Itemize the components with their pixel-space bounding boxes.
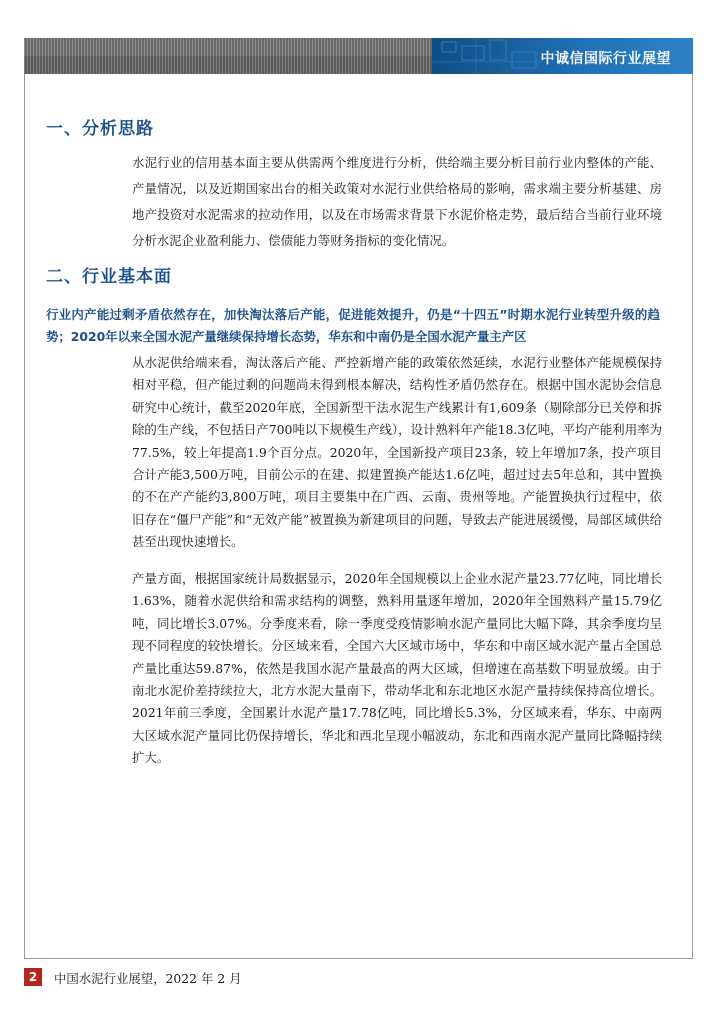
header-banner <box>432 38 693 74</box>
output-paragraph: 产量方面，根据国家统计局数据显示，2020年全国规模以上企业水泥产量23.77亿吨，同比增长1.63%，随着水泥供给和需求结构的调整，熟料用量逐年增加，2020年全国熟料产量15.79亿吨，同比增长3.07%。分季度来看，除一季度受疫情影响水泥产量同比大幅下降，其余季度均呈现不同程度的较快增长。分区域来看，全国六大区域市场中，华东和中南区域水泥产量占全国总产量比重达59.87%，依然是我国水泥产量最高的两大区域，但增速在高基数下明显放缓。由于南北水泥价差持续拉大，北方水泥大量南下，带动华北和东北地区水泥产量持续保持高位增长。2021年前三季度，全国累计水泥产量17.78亿吨，同比增长5.3%，分区域来看，华东、中南两大区域水泥产量同比仍保持增长，华北和西北呈现小幅波动，东北和西南水泥产量同比降幅持续扩大。 <box>132 571 662 766</box>
page-frame-right <box>692 74 693 958</box>
header-texture <box>24 38 432 56</box>
section-heading-analysis: 一、分析思路 <box>46 119 154 139</box>
page-frame-bottom <box>24 958 693 959</box>
page-footer <box>24 968 524 986</box>
page-frame-left <box>24 74 25 958</box>
supply-paragraph: 从水泥供给端来看，淘汰落后产能、严控新增产能的政策依然延续，水泥行业整体产能规模保持相对平稳，但产能过剩的问题尚未得到根本解决，结构性矛盾仍然存在。根据中国水泥协会信息研究中心统计，截至2020年底，全国新型干法水泥生产线累计有1,609条（剔除部分已关停和拆除的生产线，不包括日产700吨以下规模生产线），设计熟料年产能18.3亿吨，平均产能利用率为77.5%，较上年提高1.9个百分点。2020年，全国新投产项目23条，较上年增加7条，投产项目合计产能3,500万吨，目前公示的在建、拟建置换产能达1.6亿吨，超过过去5年总和，其中置换的不在产产能约3,800万吨，项目主要集中在广西、云南、贵州等地。产能置换执行过程中，依旧存在“僵尸产能”和“无效产能”被置换为新建项目的问题，导致去产能进展缓慢，局部区域供给甚至出现快速增长。 <box>132 355 662 550</box>
page-number: 2 <box>24 968 42 986</box>
banner-title: 中诚信国际行业展望 <box>540 51 671 67</box>
footer-text: 中国水泥行业展望，2022 年 2 月 <box>54 971 242 986</box>
header-bar <box>24 38 693 74</box>
section-heading-fundamentals: 二、行业基本面 <box>46 267 172 287</box>
analysis-paragraph: 水泥行业的信用基本面主要从供需两个维度进行分析，供给端主要分析目前行业内整体的产能、产量情况，以及近期国家出台的相关政策对水泥行业供给格局的影响，需求端主要分析基建、房地产投资对水泥需求的拉动作用，以及在市场需求背景下水泥价格走势，最后结合当前行业环境分析水泥企业盈利能力、偿债能力等财务指标的变化情况。 <box>132 155 662 248</box>
fundamentals-lead: 行业内产能过剩矛盾依然存在，加快淘汰落后产能，促进能效提升，仍是“十四五”时期水泥行业转型升级的趋势；2020年以来全国水泥产量继续保持增长态势，华东和中南仍是全国水泥产量主产区 <box>46 307 660 344</box>
